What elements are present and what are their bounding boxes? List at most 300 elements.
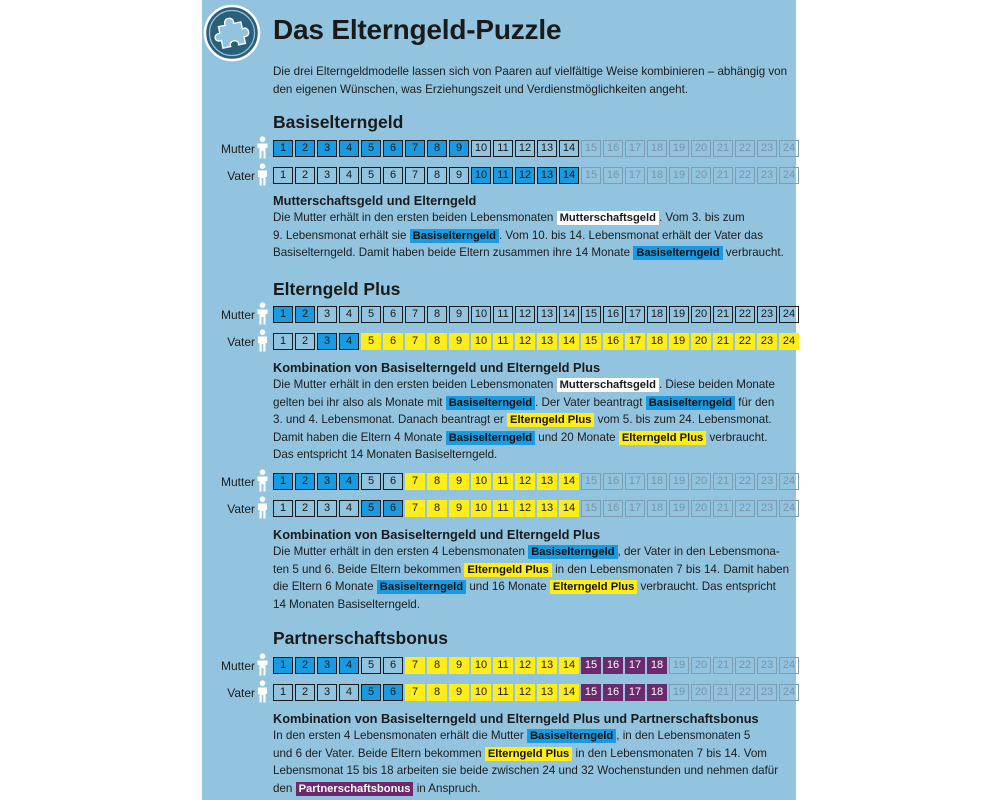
month-cell: 19	[669, 140, 689, 157]
month-cell: 7	[405, 684, 425, 701]
highlight-tag-blue: Basiselterngeld	[410, 229, 499, 243]
month-cell: 18	[647, 140, 667, 157]
body-line	[273, 745, 795, 763]
body-line	[273, 578, 795, 596]
month-cell: 24	[779, 167, 799, 184]
month-cell: 14	[559, 500, 579, 517]
month-cell: 9	[449, 167, 469, 184]
month-cell: 15	[581, 473, 601, 490]
body-text: . Vom 10. bis 14. Lebensmonat erhält der Vater das	[498, 228, 763, 242]
body-text: Die Mutter erhält in den ersten beiden Lebensmonaten	[273, 378, 557, 391]
month-cell: 18	[647, 657, 667, 674]
section-heading-basiselterngeld: Basiselterngeld	[273, 112, 404, 132]
month-cell: 11	[493, 473, 513, 490]
month-cells	[273, 306, 799, 323]
month-cell: 12	[515, 306, 535, 323]
month-cell: 21	[713, 167, 733, 184]
month-cell: 11	[493, 167, 513, 184]
text-block-mutterschaftsgeld	[273, 193, 795, 262]
highlight-tag-yellow: Elterngeld Plus	[464, 563, 551, 577]
text-block-partnerschaftsbonus	[273, 711, 795, 797]
body-text: verbraucht. Das entspricht	[637, 580, 776, 594]
row-label: Vater	[227, 502, 255, 516]
month-cell: 21	[713, 333, 733, 350]
month-cell: 3	[317, 140, 337, 157]
month-cell: 23	[757, 500, 777, 517]
highlight-tag-blue: Basiselterngeld	[377, 580, 466, 594]
month-row-mutter	[205, 140, 795, 158]
month-cell: 11	[493, 657, 513, 674]
month-cell: 5	[361, 657, 381, 674]
month-cell: 16	[603, 167, 623, 184]
section-heading-elterngeld-plus: Elterngeld Plus	[273, 279, 401, 299]
highlight-tag-blue: Basiselterngeld	[446, 431, 535, 445]
body-text: vom 5. bis zum 24. Lebensmonat.	[594, 413, 772, 427]
month-cell: 14	[559, 306, 579, 323]
body-text: , der Vater in den Lebensmona-	[617, 545, 780, 558]
body-line	[273, 376, 795, 394]
body-line	[273, 446, 795, 464]
month-cell: 9	[449, 684, 469, 701]
month-cell: 21	[713, 500, 733, 517]
month-cell: 8	[427, 306, 447, 323]
body-text: 3. und 4. Lebensmonat. Danach beantragt er	[273, 413, 507, 427]
month-cell: 16	[603, 306, 623, 323]
body-text: . Der Vater beantragt	[535, 395, 646, 409]
body-text: die Eltern 6 Monate	[273, 580, 377, 594]
month-cell: 18	[647, 473, 667, 490]
month-cell: 11	[493, 684, 513, 701]
month-row-mutter	[205, 657, 795, 675]
father-icon	[256, 329, 269, 352]
month-cell: 9	[449, 140, 469, 157]
month-cell: 7	[405, 306, 425, 323]
month-cell: 11	[493, 500, 513, 517]
body-text: gelten bei ihr also als Monate mit	[273, 395, 446, 409]
month-cell: 16	[603, 657, 623, 674]
intro-text: Die drei Elterngeldmodelle lassen sich von Paaren auf vielfältige Weise kombinieren – abhängig von den eigenen Wünschen, was Erziehungszeit und Verdienstmöglichkeiten angeht.	[273, 65, 788, 96]
body-text: 9. Lebensmonat erhält sie	[273, 228, 410, 242]
month-cell: 9	[449, 333, 469, 350]
month-cell: 14	[559, 333, 579, 350]
month-cell: 2	[295, 306, 315, 323]
month-cell: 5	[361, 473, 381, 490]
month-cell: 20	[691, 333, 711, 350]
month-cell: 16	[603, 684, 623, 701]
month-cell: 7	[405, 140, 425, 157]
month-cell: 8	[427, 657, 447, 674]
month-cell: 6	[383, 500, 403, 517]
month-cell: 22	[735, 500, 755, 517]
month-cell: 13	[537, 657, 557, 674]
month-cell: 4	[339, 333, 359, 350]
month-cell: 10	[471, 306, 491, 323]
body-line	[273, 429, 795, 447]
highlight-tag-yellow: Elterngeld Plus	[485, 747, 572, 761]
month-cell: 23	[757, 306, 777, 323]
month-cell: 10	[471, 500, 491, 517]
text-block-kombination-1	[273, 360, 795, 464]
month-cell: 5	[361, 140, 381, 157]
row-label: Mutter	[220, 142, 255, 156]
month-cell: 20	[691, 473, 711, 490]
month-cell: 17	[625, 333, 645, 350]
month-cell: 14	[559, 684, 579, 701]
month-cell: 6	[383, 684, 403, 701]
month-cell: 8	[427, 167, 447, 184]
month-cell: 14	[559, 657, 579, 674]
month-cell: 4	[339, 140, 359, 157]
month-cell: 14	[559, 473, 579, 490]
month-cell: 13	[537, 500, 557, 517]
block-heading: Kombination von Basiselterngeld und Elterngeld Plus	[273, 527, 601, 542]
body-text: Basiselterngeld. Damit haben beide Eltern zusammen ihre 14 Monate	[273, 246, 634, 260]
month-cell: 13	[537, 167, 557, 184]
month-cell: 23	[757, 333, 777, 350]
page-title: Das Elterngeld-Puzzle	[273, 14, 562, 45]
month-cell: 6	[383, 657, 403, 674]
highlight-tag-yellow: Elterngeld Plus	[550, 580, 637, 594]
body-line	[273, 227, 795, 245]
month-cell: 4	[339, 473, 359, 490]
block-heading: Mutterschaftsgeld und Elterngeld	[273, 193, 477, 208]
month-cell: 16	[603, 500, 623, 517]
month-cell: 5	[361, 306, 381, 323]
month-cell: 18	[647, 333, 667, 350]
text-block-kombination-2	[273, 527, 795, 613]
month-cell: 17	[625, 684, 645, 701]
row-label: Vater	[227, 686, 255, 700]
month-cell: 15	[581, 167, 601, 184]
month-cell: 21	[713, 684, 733, 701]
month-cell: 9	[449, 657, 469, 674]
month-cells	[273, 333, 799, 350]
month-cell: 20	[691, 657, 711, 674]
month-cell: 4	[339, 167, 359, 184]
father-icon	[256, 496, 269, 519]
body-text: . Vom 3. bis zum	[658, 211, 745, 224]
body-text: Lebensmonat 15 bis 18 arbeiten sie beide zwischen 24 und 32 Wochenstunden und nehmen dafür	[273, 764, 779, 778]
father-icon	[256, 680, 269, 703]
body-line	[273, 394, 795, 412]
month-cell: 22	[735, 167, 755, 184]
puzzle-icon	[203, 4, 261, 62]
month-cells	[273, 473, 799, 490]
block-body	[273, 209, 795, 262]
block-body	[273, 727, 795, 797]
body-text: In den ersten 4 Lebensmonaten erhält die Mutter	[273, 729, 527, 742]
month-cell: 12	[515, 657, 535, 674]
month-cell: 3	[317, 167, 337, 184]
month-cell: 3	[317, 306, 337, 323]
body-line	[273, 561, 795, 579]
month-cells	[273, 657, 799, 674]
highlight-tag-blue: Basiselterngeld	[527, 729, 616, 743]
highlight-tag-white: Mutterschaftsgeld	[557, 378, 659, 392]
month-cell: 13	[537, 473, 557, 490]
month-cell: 22	[735, 657, 755, 674]
month-cell: 6	[383, 140, 403, 157]
month-cell: 17	[625, 167, 645, 184]
month-cell: 7	[405, 657, 425, 674]
month-cell: 13	[537, 140, 557, 157]
month-cell: 19	[669, 306, 689, 323]
month-cell: 19	[669, 333, 689, 350]
body-text: in den Lebensmonaten 7 bis 14. Damit haben	[551, 562, 790, 576]
month-cell: 5	[361, 500, 381, 517]
month-row-mutter	[205, 306, 795, 324]
month-row-vater	[205, 500, 795, 518]
mother-icon	[256, 302, 269, 325]
month-cell: 10	[471, 167, 491, 184]
month-cell: 12	[515, 167, 535, 184]
month-cell: 13	[537, 306, 557, 323]
body-line	[273, 596, 795, 614]
body-text: in den Lebensmonaten 7 bis 14. Vom	[572, 746, 767, 760]
month-cell: 2	[295, 684, 315, 701]
month-cell: 24	[779, 140, 799, 157]
body-line	[273, 411, 795, 429]
month-cell: 10	[471, 140, 491, 157]
body-line	[273, 727, 795, 745]
month-cell: 15	[581, 657, 601, 674]
section-heading-partnerschaftsbonus: Partnerschaftsbonus	[273, 628, 449, 648]
month-cell: 11	[493, 333, 513, 350]
month-cell: 17	[625, 500, 645, 517]
mother-icon	[256, 653, 269, 676]
month-row-vater	[205, 333, 795, 351]
month-cell: 15	[581, 500, 601, 517]
month-cell: 9	[449, 306, 469, 323]
month-cell: 10	[471, 473, 491, 490]
month-cells	[273, 167, 799, 184]
month-cell: 16	[603, 473, 623, 490]
month-cell: 1	[273, 500, 293, 517]
month-cells	[273, 500, 799, 517]
month-cell: 10	[471, 684, 491, 701]
month-cell: 22	[735, 140, 755, 157]
month-cell: 2	[295, 167, 315, 184]
month-cell: 15	[581, 306, 601, 323]
body-text: verbraucht.	[706, 430, 768, 444]
month-row-mutter	[205, 473, 795, 491]
month-cell: 20	[691, 306, 711, 323]
month-cell: 24	[779, 306, 799, 323]
month-cells	[273, 684, 799, 701]
body-text: Die Mutter erhält in den ersten beiden Lebensmonaten	[273, 211, 557, 224]
body-text: . Diese beiden Monate	[658, 378, 775, 391]
month-cell: 23	[757, 684, 777, 701]
month-cell: 4	[339, 306, 359, 323]
month-cell: 12	[515, 500, 535, 517]
month-cell: 11	[493, 140, 513, 157]
month-cell: 9	[449, 473, 469, 490]
month-cell: 10	[471, 657, 491, 674]
highlight-tag-yellow: Elterngeld Plus	[619, 431, 706, 445]
month-cell: 8	[427, 333, 447, 350]
body-line	[273, 762, 795, 780]
row-label: Vater	[227, 169, 255, 183]
body-text: , in den Lebensmonaten 5	[616, 729, 751, 742]
month-cell: 18	[647, 306, 667, 323]
month-cell: 23	[757, 140, 777, 157]
month-cell: 1	[273, 306, 293, 323]
month-cell: 6	[383, 473, 403, 490]
month-cell: 22	[735, 333, 755, 350]
month-cell: 3	[317, 473, 337, 490]
month-cell: 17	[625, 140, 645, 157]
month-cell: 11	[493, 306, 513, 323]
highlight-tag-white: Mutterschaftsgeld	[557, 211, 659, 225]
month-cell: 22	[735, 473, 755, 490]
month-cell: 6	[383, 333, 403, 350]
month-cell: 12	[515, 684, 535, 701]
row-label: Mutter	[220, 659, 255, 673]
month-cell: 19	[669, 684, 689, 701]
highlight-tag-blue: Basiselterngeld	[528, 545, 617, 559]
month-cell: 3	[317, 684, 337, 701]
highlight-tag-blue: Basiselterngeld	[633, 246, 722, 260]
month-cell: 1	[273, 657, 293, 674]
month-cell: 24	[779, 657, 799, 674]
father-icon	[256, 163, 269, 186]
month-cell: 21	[713, 306, 733, 323]
month-cell: 23	[757, 167, 777, 184]
month-cell: 9	[449, 500, 469, 517]
month-cell: 15	[581, 140, 601, 157]
month-cell: 13	[537, 333, 557, 350]
body-text: den	[273, 781, 296, 795]
body-line	[273, 209, 795, 227]
body-text: für den	[735, 395, 775, 409]
body-text: ten 5 und 6. Beide Eltern bekommen	[273, 562, 465, 576]
month-cell: 7	[405, 473, 425, 490]
month-cell: 15	[581, 684, 601, 701]
month-cell: 8	[427, 140, 447, 157]
month-cell: 6	[383, 306, 403, 323]
month-cell: 7	[405, 167, 425, 184]
month-cell: 1	[273, 333, 293, 350]
block-heading: Kombination von Basiselterngeld und Elterngeld Plus	[273, 360, 601, 375]
month-cell: 14	[559, 167, 579, 184]
month-cell: 17	[625, 473, 645, 490]
month-cell: 23	[757, 657, 777, 674]
month-cell: 18	[647, 500, 667, 517]
row-label: Mutter	[220, 475, 255, 489]
body-line	[273, 543, 795, 561]
month-cell: 21	[713, 140, 733, 157]
body-text: verbraucht.	[722, 246, 784, 260]
month-cell: 2	[295, 333, 315, 350]
body-text: Das entspricht 14 Monaten Basiselterngeld.	[273, 448, 498, 462]
month-cell: 4	[339, 500, 359, 517]
body-text: Damit haben die Eltern 4 Monate	[273, 430, 446, 444]
month-cell: 24	[779, 684, 799, 701]
month-cell: 24	[779, 333, 799, 350]
body-text: und 16 Monate	[466, 580, 550, 594]
block-heading: Kombination von Basiselterngeld und Elterngeld Plus und Partnerschaftsbonus	[273, 711, 759, 726]
month-cell: 2	[295, 657, 315, 674]
month-cell: 5	[361, 684, 381, 701]
month-cell: 7	[405, 333, 425, 350]
month-cell: 12	[515, 333, 535, 350]
body-line	[273, 244, 795, 262]
month-cell: 8	[427, 500, 447, 517]
month-cell: 20	[691, 500, 711, 517]
month-cell: 18	[647, 684, 667, 701]
month-cell: 3	[317, 657, 337, 674]
month-cell: 21	[713, 657, 733, 674]
month-cell: 23	[757, 473, 777, 490]
block-body	[273, 543, 795, 613]
month-cell: 1	[273, 473, 293, 490]
body-text: in Anspruch.	[413, 781, 481, 795]
body-text: 14 Monaten Basiselterngeld.	[273, 597, 420, 611]
row-label: Vater	[227, 335, 255, 349]
month-cell: 2	[295, 500, 315, 517]
month-cell: 10	[471, 333, 491, 350]
body-line	[273, 780, 795, 798]
highlight-tag-yellow: Elterngeld Plus	[507, 413, 594, 427]
highlight-tag-blue: Basiselterngeld	[646, 396, 735, 410]
month-cell: 17	[625, 306, 645, 323]
month-cell: 24	[779, 473, 799, 490]
month-cell: 8	[427, 473, 447, 490]
body-text: Die Mutter erhält in den ersten 4 Lebensmonaten	[273, 545, 529, 558]
month-cell: 6	[383, 167, 403, 184]
month-cell: 19	[669, 473, 689, 490]
month-cell: 16	[603, 333, 623, 350]
mother-icon	[256, 469, 269, 492]
month-cell: 12	[515, 473, 535, 490]
month-cell: 8	[427, 684, 447, 701]
month-cells	[273, 140, 799, 157]
month-cell: 22	[735, 684, 755, 701]
body-text: und 6 der Vater. Beide Eltern bekommen	[273, 746, 485, 760]
month-cell: 7	[405, 500, 425, 517]
month-cell: 24	[779, 500, 799, 517]
month-cell: 17	[625, 657, 645, 674]
month-cell: 1	[273, 167, 293, 184]
month-cell: 20	[691, 140, 711, 157]
month-cell: 19	[669, 657, 689, 674]
month-cell: 16	[603, 140, 623, 157]
block-body	[273, 376, 795, 464]
month-cell: 4	[339, 657, 359, 674]
month-cell: 19	[669, 500, 689, 517]
month-cell: 4	[339, 684, 359, 701]
month-cell: 12	[515, 140, 535, 157]
highlight-tag-blue: Basiselterngeld	[446, 396, 535, 410]
month-cell: 20	[691, 684, 711, 701]
month-cell: 20	[691, 167, 711, 184]
month-cell: 2	[295, 140, 315, 157]
body-text: und 20 Monate	[535, 430, 619, 444]
month-cell: 5	[361, 333, 381, 350]
month-row-vater	[205, 167, 795, 185]
month-cell: 1	[273, 140, 293, 157]
row-label: Mutter	[220, 308, 255, 322]
month-cell: 21	[713, 473, 733, 490]
month-cell: 1	[273, 684, 293, 701]
month-cell: 14	[559, 140, 579, 157]
mother-icon	[256, 136, 269, 159]
month-cell: 15	[581, 333, 601, 350]
month-cell: 22	[735, 306, 755, 323]
month-cell: 13	[537, 684, 557, 701]
month-cell: 2	[295, 473, 315, 490]
highlight-tag-purple: Partnerschaftsbonus	[296, 782, 414, 796]
